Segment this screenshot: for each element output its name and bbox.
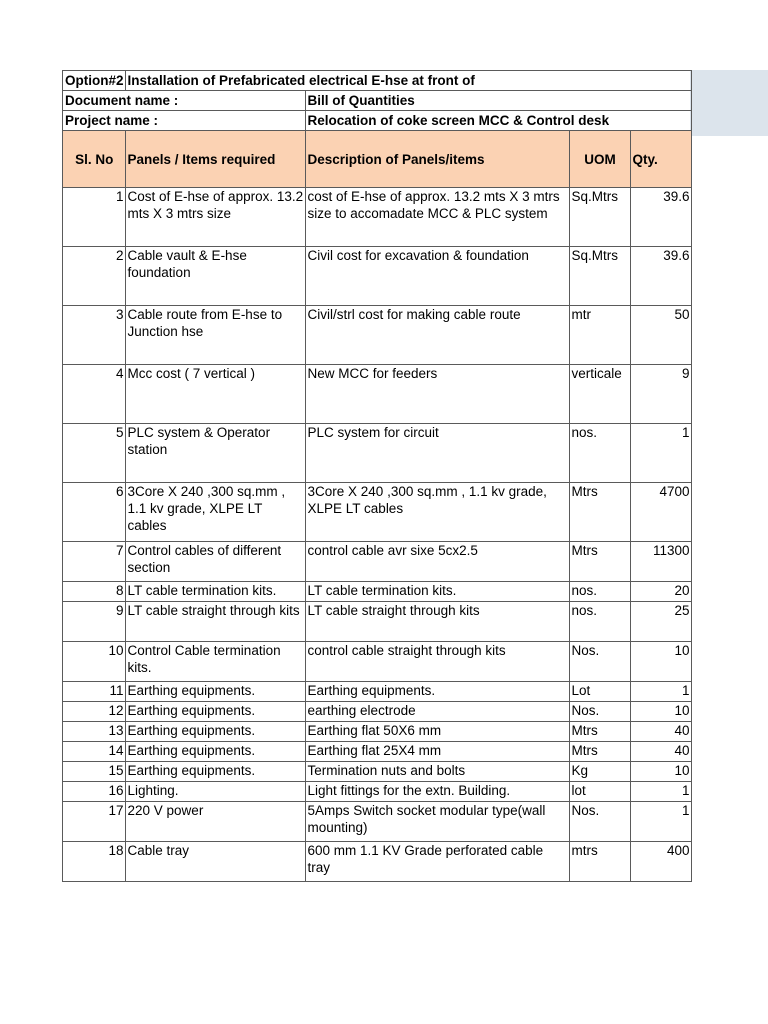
- row-item: Earthing equipments.: [125, 702, 305, 722]
- row-sl-no: 11: [63, 682, 126, 702]
- row-item: LT cable termination kits.: [125, 582, 305, 602]
- row-qty: 50: [630, 306, 691, 365]
- row-qty: 40: [630, 722, 691, 742]
- option-row: [63, 71, 692, 91]
- table-row: [63, 365, 692, 424]
- row-description: 600 mm 1.1 KV Grade perforated cable tray: [305, 842, 569, 882]
- row-item: Cable route from E-hse to Junction hse: [125, 306, 305, 365]
- table-row: [63, 602, 692, 642]
- row-description: New MCC for feeders: [305, 365, 569, 424]
- document-value: Bill of Quantities: [305, 91, 691, 111]
- row-qty: 39.6: [630, 247, 691, 306]
- row-qty: 400: [630, 842, 691, 882]
- row-uom: lot: [569, 782, 630, 802]
- row-item: Control cables of different section: [125, 542, 305, 582]
- row-item: 3Core X 240 ,300 sq.mm , 1.1 kv grade, XLPE LT cables: [125, 483, 305, 542]
- row-qty: 10: [630, 702, 691, 722]
- row-sl-no: 17: [63, 802, 126, 842]
- row-item: Earthing equipments.: [125, 742, 305, 762]
- row-item: Mcc cost ( 7 vertical ): [125, 365, 305, 424]
- row-sl-no: 12: [63, 702, 126, 722]
- row-qty: 20: [630, 582, 691, 602]
- row-qty: 40: [630, 742, 691, 762]
- row-uom: Sq.Mtrs: [569, 247, 630, 306]
- project-row: [63, 111, 692, 131]
- document-label: Document name :: [63, 91, 306, 111]
- row-description: LT cable termination kits.: [305, 582, 569, 602]
- row-qty: 10: [630, 762, 691, 782]
- row-description: cost of E-hse of approx. 13.2 mts X 3 mtrs size to accomadate MCC & PLC system: [305, 188, 569, 247]
- row-qty: 9: [630, 365, 691, 424]
- row-uom: verticale: [569, 365, 630, 424]
- row-uom: nos.: [569, 582, 630, 602]
- row-description: LT cable straight through kits: [305, 602, 569, 642]
- row-item: 220 V power: [125, 802, 305, 842]
- row-sl-no: 1: [63, 188, 126, 247]
- project-label: Project name :: [63, 111, 306, 131]
- row-sl-no: 2: [63, 247, 126, 306]
- project-value: Relocation of coke screen MCC & Control desk: [305, 111, 691, 131]
- row-sl-no: 6: [63, 483, 126, 542]
- header-qty: Qty.: [630, 131, 691, 188]
- row-sl-no: 8: [63, 582, 126, 602]
- row-uom: Mtrs: [569, 483, 630, 542]
- row-sl-no: 14: [63, 742, 126, 762]
- table-body: [63, 188, 692, 882]
- row-uom: Mtrs: [569, 722, 630, 742]
- table-row: [63, 188, 692, 247]
- row-uom: Sq.Mtrs: [569, 188, 630, 247]
- header-uom: UOM: [569, 131, 630, 188]
- row-qty: 39.6: [630, 188, 691, 247]
- row-item: Cost of E-hse of approx. 13.2 mts X 3 mtrs size: [125, 188, 305, 247]
- option-label: Option#2: [63, 71, 126, 91]
- row-uom: Mtrs: [569, 742, 630, 762]
- table-row: [63, 682, 692, 702]
- table-row: [63, 424, 692, 483]
- row-item: Cable tray: [125, 842, 305, 882]
- row-sl-no: 3: [63, 306, 126, 365]
- row-item: Earthing equipments.: [125, 682, 305, 702]
- header-sl-no: Sl. No: [63, 131, 126, 188]
- row-description: Earthing flat 50X6 mm: [305, 722, 569, 742]
- option-value: Installation of Prefabricated electrical E-hse at front of: [125, 71, 691, 91]
- table-row: [63, 802, 692, 842]
- row-description: control cable avr sixe 5cx2.5: [305, 542, 569, 582]
- row-qty: 11300: [630, 542, 691, 582]
- row-qty: 1: [630, 682, 691, 702]
- row-sl-no: 15: [63, 762, 126, 782]
- row-item: Control Cable termination kits.: [125, 642, 305, 682]
- table-row: [63, 642, 692, 682]
- row-uom: mtrs: [569, 842, 630, 882]
- row-uom: Kg: [569, 762, 630, 782]
- row-description: control cable straight through kits: [305, 642, 569, 682]
- row-uom: nos.: [569, 424, 630, 483]
- header-panels: Panels / Items required: [125, 131, 305, 188]
- row-item: Cable vault & E-hse foundation: [125, 247, 305, 306]
- row-qty: 1: [630, 802, 691, 842]
- row-uom: Nos.: [569, 702, 630, 722]
- table-row: [63, 782, 692, 802]
- table-row: [63, 722, 692, 742]
- table-row: [63, 542, 692, 582]
- row-qty: 1: [630, 782, 691, 802]
- document-row: [63, 91, 692, 111]
- row-description: Civil cost for excavation & foundation: [305, 247, 569, 306]
- row-sl-no: 5: [63, 424, 126, 483]
- row-uom: Lot: [569, 682, 630, 702]
- table-row: [63, 306, 692, 365]
- row-item: LT cable straight through kits: [125, 602, 305, 642]
- row-uom: mtr: [569, 306, 630, 365]
- row-sl-no: 16: [63, 782, 126, 802]
- row-item: Earthing equipments.: [125, 722, 305, 742]
- table-row: [63, 582, 692, 602]
- row-qty: 10: [630, 642, 691, 682]
- table-row: [63, 247, 692, 306]
- table-row: [63, 762, 692, 782]
- row-uom: Nos.: [569, 642, 630, 682]
- row-qty: 4700: [630, 483, 691, 542]
- row-sl-no: 18: [63, 842, 126, 882]
- row-item: Earthing equipments.: [125, 762, 305, 782]
- row-qty: 1: [630, 424, 691, 483]
- row-uom: Nos.: [569, 802, 630, 842]
- row-qty: 25: [630, 602, 691, 642]
- row-description: Light fittings for the extn. Building.: [305, 782, 569, 802]
- column-gutter: [690, 70, 768, 136]
- row-description: Earthing equipments.: [305, 682, 569, 702]
- row-description: Earthing flat 25X4 mm: [305, 742, 569, 762]
- row-description: 3Core X 240 ,300 sq.mm , 1.1 kv grade, XLPE LT cables: [305, 483, 569, 542]
- row-uom: nos.: [569, 602, 630, 642]
- row-sl-no: 10: [63, 642, 126, 682]
- row-sl-no: 7: [63, 542, 126, 582]
- table-row: [63, 483, 692, 542]
- row-description: Termination nuts and bolts: [305, 762, 569, 782]
- row-item: PLC system & Operator station: [125, 424, 305, 483]
- row-description: earthing electrode: [305, 702, 569, 722]
- boq-table: [62, 70, 692, 882]
- row-item: Lighting.: [125, 782, 305, 802]
- table-row: [63, 742, 692, 762]
- table-row: [63, 702, 692, 722]
- header-description: Description of Panels/items: [305, 131, 569, 188]
- row-description: PLC system for circuit: [305, 424, 569, 483]
- row-uom: Mtrs: [569, 542, 630, 582]
- row-description: 5Amps Switch socket modular type(wall mounting): [305, 802, 569, 842]
- row-description: Civil/strl cost for making cable route: [305, 306, 569, 365]
- header-row: [63, 131, 692, 188]
- table-row: [63, 842, 692, 882]
- row-sl-no: 9: [63, 602, 126, 642]
- row-sl-no: 13: [63, 722, 126, 742]
- row-sl-no: 4: [63, 365, 126, 424]
